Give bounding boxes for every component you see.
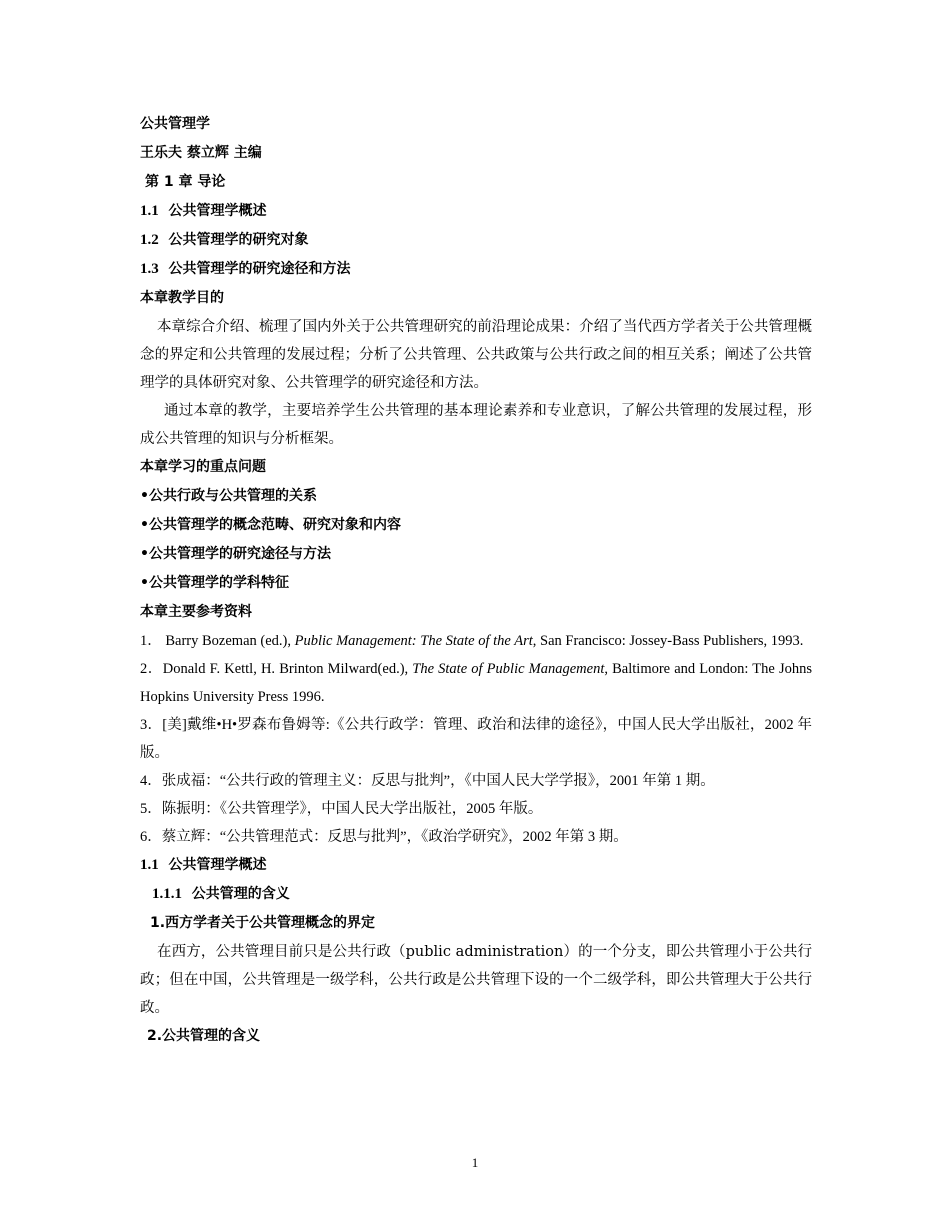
toc-item: 1.2 公共管理学的研究对象 <box>140 232 309 248</box>
key-point-item: •公共管理学的学科特征 <box>140 575 289 591</box>
point-2-heading: 2.公共管理的含义 <box>147 1028 261 1044</box>
reference-item: 3．[美]戴维•H•罗森布鲁姆等:《公共行政学：管理、政治和法律的途径》，中国人民大学出版社，2002 年版。 <box>140 717 812 761</box>
objectives-paragraph-1: 本章综合介绍、梳理了国内外关于公共管理研究的前沿理论成果：介绍了当代西方学者关于公共管理概念的界定和公共管理的发展过程；分析了公共管理、公共政策与公共行政之间的相互关系；阐述了公共管理学的具体研究对象、公共管理学的研究途径和方法。 <box>140 319 812 391</box>
key-point-item: •公共管理学的概念范畴、研究对象和内容 <box>140 517 401 533</box>
reference-item: 5．陈振明：《公共管理学》，中国人民大学出版社，2005 年版。 <box>140 801 543 817</box>
document-page <box>140 110 812 1051</box>
point-1-paragraph: 在西方，公共管理目前只是公共行政（public administration）的一个分支，即公共管理小于公共行政；但在中国，公共管理是一级学科，公共行政是公共管理下设的一个二级学科，即公共管理大于公共行政。 <box>140 944 812 1016</box>
page-number: 1 <box>471 1155 479 1170</box>
reference-item: 2．Donald F. Kettl, H. Brinton Milward(ed.), The State of Public Management, Baltimore and London: The Johns Hopkins University Press 1996. <box>140 661 813 705</box>
key-point-item: •公共行政与公共管理的关系 <box>140 488 317 504</box>
point-1-heading: 1.西方学者关于公共管理概念的界定 <box>150 915 376 931</box>
objectives-paragraph-2: 通过本章的教学，主要培养学生公共管理的基本理论素养和专业意识，了解公共管理的发展过程，形成公共管理的知识与分析框架。 <box>140 403 812 447</box>
reference-item: 1． Barry Bozeman (ed.), Public Management: The State of the Art, San Francisco: Jossey-Bass Publishers, 1993. <box>140 633 804 649</box>
section-heading: 1.1 公共管理学概述 <box>140 857 267 873</box>
key-points-heading: 本章学习的重点问题 <box>140 459 266 475</box>
reference-item: 4．张成福：“公共行政的管理主义：反思与批判”，《中国人民大学学报》，2001 年第 1 期。 <box>140 773 715 789</box>
references-heading: 本章主要参考资料 <box>140 604 252 620</box>
subsection-heading: 1.1.1 公共管理的含义 <box>152 886 290 902</box>
chapter-heading: 第 1 章 导论 <box>145 174 226 190</box>
objectives-heading: 本章教学目的 <box>140 290 224 306</box>
editors-line: 王乐夫 蔡立辉 主编 <box>140 145 262 161</box>
book-title: 公共管理学 <box>140 116 210 132</box>
reference-item: 6．蔡立辉：“公共管理范式：反思与批判”，《政治学研究》，2002 年第 3 期。 <box>140 829 628 845</box>
toc-item: 1.1 公共管理学概述 <box>140 203 267 219</box>
toc-item: 1.3 公共管理学的研究途径和方法 <box>140 261 351 277</box>
key-point-item: •公共管理学的研究途径与方法 <box>140 546 331 562</box>
